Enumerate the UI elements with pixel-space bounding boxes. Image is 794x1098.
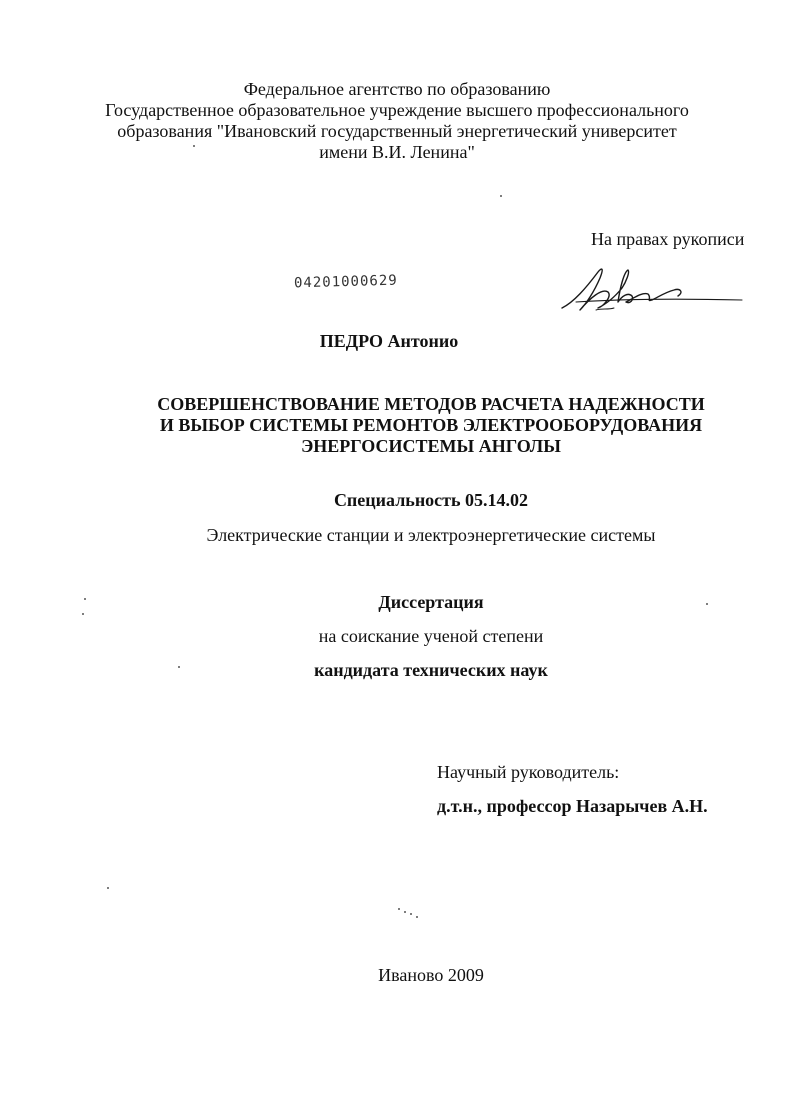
signature-icon [556,258,746,324]
title-line-1: СОВЕРШЕНСТВОВАНИЕ МЕТОДОВ РАСЧЕТА НАДЕЖНОСТИ [157,394,705,414]
scan-speck [706,603,708,605]
degree-name: кандидата технических наук [314,660,548,680]
scan-speck [404,911,406,913]
scan-speck [410,913,412,915]
inventory-number: 04201000629 [293,272,398,292]
place-and-year: Иваново 2009 [378,965,484,985]
scan-speck [193,145,195,147]
degree-purpose: на соискание ученой степени [318,626,544,646]
scan-speck [107,887,109,889]
document-type: Диссертация [378,592,484,612]
institution-line-2: образования "Ивановский государственный энергетический университет [117,121,677,141]
scan-speck [82,613,84,615]
author-name: ПЕДРО Антонио [319,331,459,351]
supervisor-label: Научный руководитель: [437,762,620,782]
scan-speck [398,908,400,910]
institution-line-1: Государственное образовательное учреждение высшего профессионального [105,100,689,120]
scan-speck [84,598,86,600]
supervisor-name: д.т.н., профессор Назарычев А.Н. [437,796,708,816]
scan-speck [178,666,180,668]
specialty-name: Электрические станции и электроэнергетические системы [206,525,656,545]
scan-speck [416,916,418,918]
title-line-2: И ВЫБОР СИСТЕМЫ РЕМОНТОВ ЭЛЕКТРООБОРУДОВАНИЯ [159,415,703,435]
institution-line-3: имени В.И. Ленина" [319,142,475,162]
scan-speck [500,195,502,197]
agency-line: Федеральное агентство по образованию [243,79,551,99]
specialty-code: Специальность 05.14.02 [333,490,529,510]
manuscript-note: На правах рукописи [591,229,745,249]
title-line-3: ЭНЕРГОСИСТЕМЫ АНГОЛЫ [301,436,561,456]
